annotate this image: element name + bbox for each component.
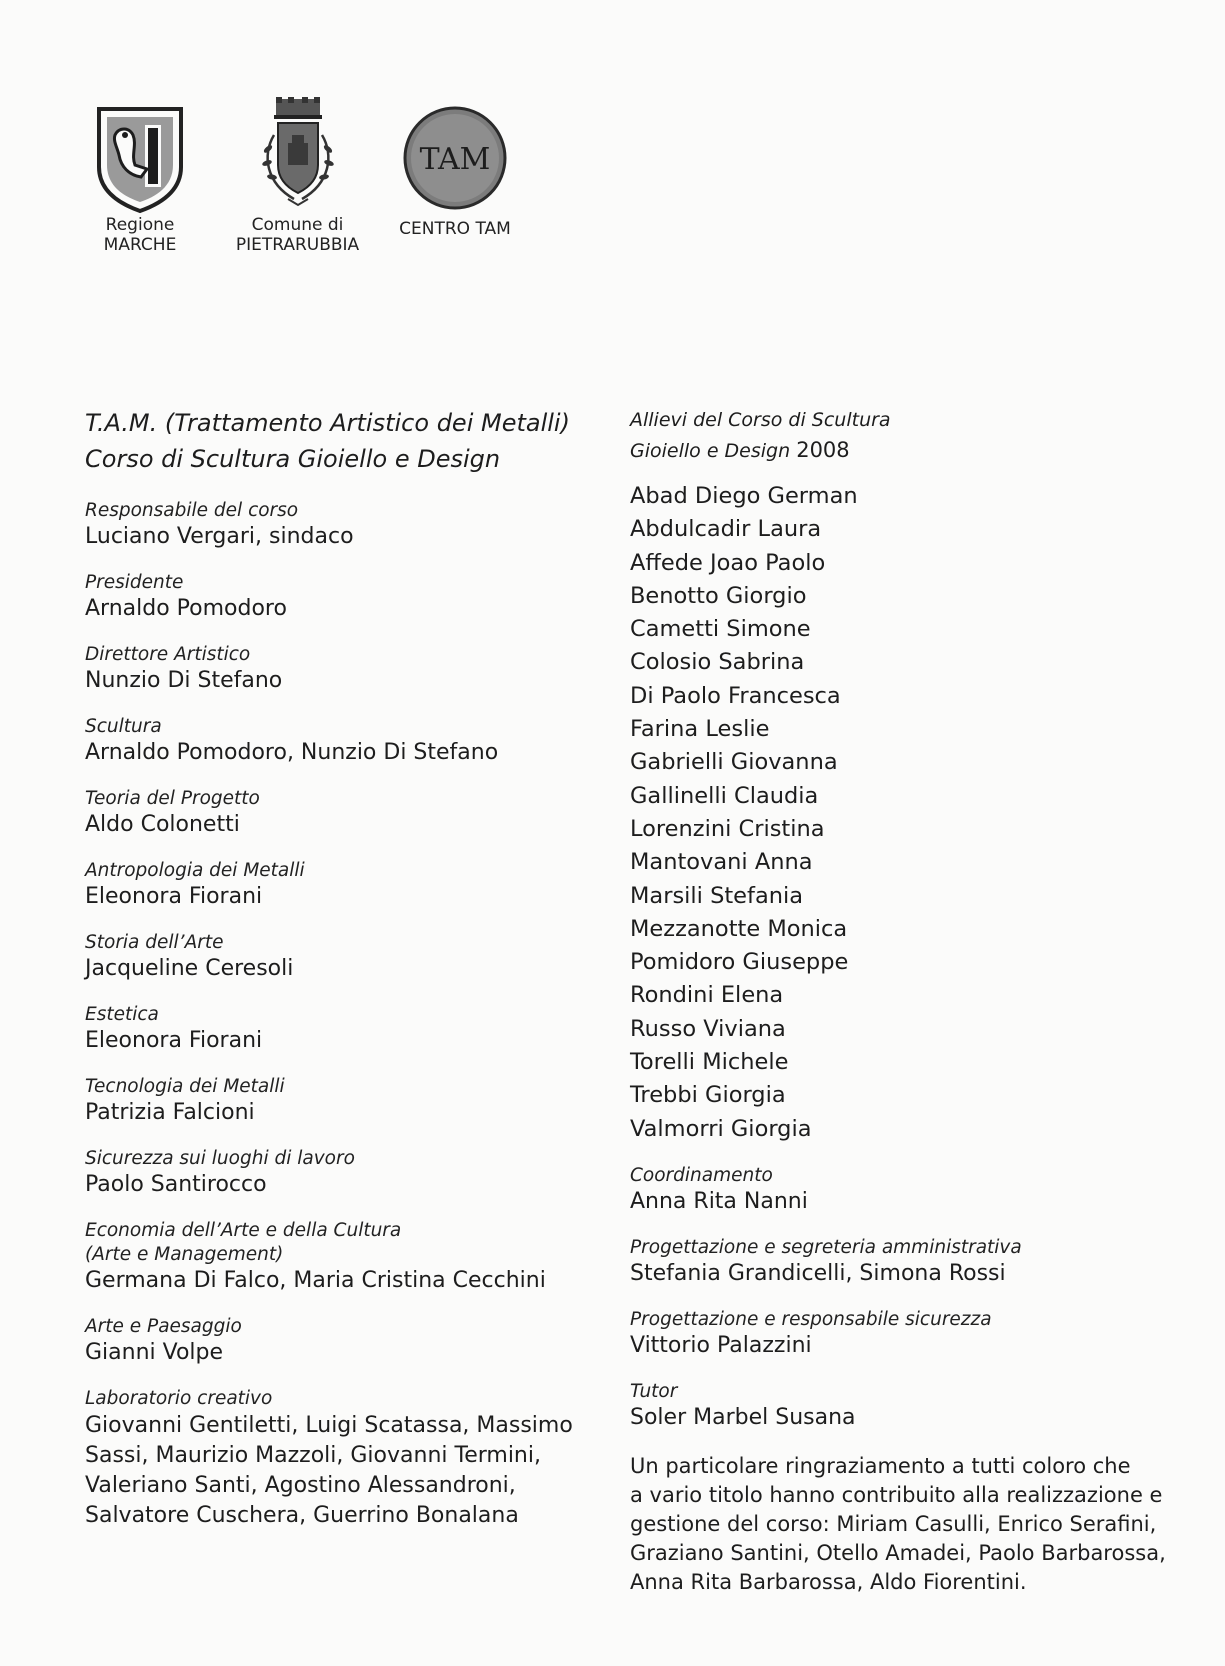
thanks-line: Graziano Santini, Otello Amadei, Paolo Barbarossa, bbox=[630, 1540, 1166, 1565]
role-names: Gianni Volpe bbox=[85, 1340, 224, 1365]
centro-tam-logo bbox=[380, 105, 530, 239]
role-names: Eleonora Fiorani bbox=[85, 884, 263, 909]
role-label-secondary: (Arte e Management) bbox=[85, 1244, 284, 1265]
students-heading-text: Gioiello e Design bbox=[630, 440, 791, 462]
role-names: Vittorio Palazzini bbox=[630, 1332, 812, 1358]
student-name: Cametti Simone bbox=[630, 616, 811, 643]
comune-pietrarubbia-logo bbox=[215, 95, 380, 255]
thanks-line: a vario titolo hanno contribuito alla realizzazione e bbox=[630, 1482, 1163, 1507]
student-name: Abdulcadir Laura bbox=[630, 516, 822, 543]
course-title bbox=[85, 405, 585, 477]
regione-marche-logo bbox=[80, 105, 200, 255]
tam-mark-text: TAM bbox=[419, 142, 491, 177]
role-names: Paolo Santirocco bbox=[85, 1172, 267, 1197]
lab-names-line: Giovanni Gentiletti, Luigi Scatassa, Massimo bbox=[85, 1413, 573, 1438]
role-names: Patrizia Falcioni bbox=[85, 1100, 255, 1125]
student-name: Pomidoro Giuseppe bbox=[630, 949, 849, 976]
role-names: Luciano Vergari, sindaco bbox=[85, 524, 354, 549]
students-column bbox=[630, 405, 1190, 1597]
role-names: Arnaldo Pomodoro bbox=[85, 596, 287, 621]
role-label: Progettazione e responsabile sicurezza bbox=[630, 1308, 992, 1330]
student-name: Gallinelli Claudia bbox=[630, 782, 819, 809]
crest-icon bbox=[248, 95, 348, 215]
role-names: Eleonora Fiorani bbox=[85, 1028, 263, 1053]
comune-label-2: PIETRARUBBIA bbox=[235, 235, 360, 255]
course-staff-column bbox=[85, 405, 585, 1531]
student-name: Affede Joao Paolo bbox=[630, 549, 826, 576]
students-heading-year: 2008 bbox=[796, 438, 850, 462]
students-heading-line-1: Allievi del Corso di Scultura bbox=[630, 409, 891, 431]
comune-label-1: Comune di bbox=[251, 215, 344, 235]
coordination-role-list bbox=[630, 1164, 1190, 1432]
role-label: Responsabile del corso bbox=[85, 500, 299, 521]
role-names: Stefania Grandicelli, Simona Rossi bbox=[630, 1260, 1006, 1286]
role-label: Coordinamento bbox=[630, 1164, 773, 1186]
student-name: Rondini Elena bbox=[630, 982, 784, 1009]
role-label: Tecnologia dei Metalli bbox=[85, 1076, 285, 1097]
student-name: Torelli Michele bbox=[630, 1049, 789, 1076]
lab-names-line: Salvatore Cuschera, Guerrino Bonalana bbox=[85, 1503, 519, 1528]
staff-role-list bbox=[85, 499, 585, 1367]
student-name: Mezzanotte Monica bbox=[630, 915, 848, 942]
role-names: Germana Di Falco, Maria Cristina Cecchini bbox=[85, 1268, 546, 1293]
role-label: Direttore Artistico bbox=[85, 644, 251, 665]
role-label: Antropologia dei Metalli bbox=[85, 860, 305, 881]
lab-role: Laboratorio creativo bbox=[85, 1388, 273, 1409]
marche-shield-icon bbox=[95, 105, 185, 215]
course-title-line-1: T.A.M. (Trattamento Artistico dei Metalli) bbox=[85, 409, 570, 437]
course-title-line-2: Corso di Scultura Gioiello e Design bbox=[85, 445, 501, 473]
students-heading-line-2 bbox=[630, 435, 1190, 466]
role-label: Arte e Paesaggio bbox=[85, 1316, 242, 1337]
thanks-line: Anna Rita Barbarossa, Aldo Fiorentini. bbox=[630, 1569, 1027, 1594]
student-name: Gabrielli Giovanna bbox=[630, 749, 838, 776]
role-names: Anna Rita Nanni bbox=[630, 1188, 808, 1214]
student-name: Mantovani Anna bbox=[630, 849, 813, 876]
role-label: Presidente bbox=[85, 572, 184, 593]
student-name: Trebbi Giorgia bbox=[630, 1082, 786, 1109]
student-name: Farina Leslie bbox=[630, 716, 770, 743]
role-label: Teoria del Progetto bbox=[85, 788, 260, 809]
lab-section bbox=[85, 1387, 585, 1531]
student-name: Colosio Sabrina bbox=[630, 649, 805, 676]
role-label: Estetica bbox=[85, 1004, 159, 1025]
role-label: Progettazione e segreteria amministrativa bbox=[630, 1236, 1022, 1258]
role-names: Nunzio Di Stefano bbox=[85, 668, 283, 693]
thanks-line: Un particolare ringraziamento a tutti coloro che bbox=[630, 1453, 1131, 1478]
lab-names-line: Sassi, Maurizio Mazzoli, Giovanni Termini, bbox=[85, 1443, 541, 1468]
logo-row bbox=[80, 95, 540, 275]
role-label: Sicurezza sui luoghi di lavoro bbox=[85, 1148, 355, 1169]
student-name: Russo Viviana bbox=[630, 1015, 786, 1042]
lab-names-line: Valeriano Santi, Agostino Alessandroni, bbox=[85, 1473, 516, 1498]
student-name: Abad Diego German bbox=[630, 483, 858, 509]
role-label: Storia dell’Arte bbox=[85, 932, 224, 953]
student-name: Benotto Giorgio bbox=[630, 582, 807, 609]
regione-label-1: Regione bbox=[105, 215, 175, 235]
role-names: Soler Marbel Susana bbox=[630, 1404, 856, 1430]
role-label: Tutor bbox=[630, 1380, 678, 1402]
role-names: Arnaldo Pomodoro, Nunzio Di Stefano bbox=[85, 740, 499, 765]
student-name: Lorenzini Cristina bbox=[630, 815, 825, 842]
thanks-line: gestione del corso: Miriam Casulli, Enrico Serafini, bbox=[630, 1511, 1157, 1536]
role-label: Scultura bbox=[85, 716, 162, 737]
role-label: Economia dell’Arte e della Cultura bbox=[85, 1220, 402, 1241]
student-name: Di Paolo Francesca bbox=[630, 682, 841, 709]
tam-medallion-icon bbox=[402, 105, 508, 211]
student-name: Valmorri Giorgia bbox=[630, 1115, 812, 1142]
tam-label: CENTRO TAM bbox=[399, 219, 511, 239]
regione-label-2: MARCHE bbox=[103, 235, 177, 255]
students-list bbox=[630, 480, 1190, 1146]
thanks-note bbox=[630, 1452, 1190, 1597]
student-name: Marsili Stefania bbox=[630, 882, 804, 909]
role-names: Aldo Colonetti bbox=[85, 812, 240, 837]
role-names: Jacqueline Ceresoli bbox=[85, 956, 294, 981]
